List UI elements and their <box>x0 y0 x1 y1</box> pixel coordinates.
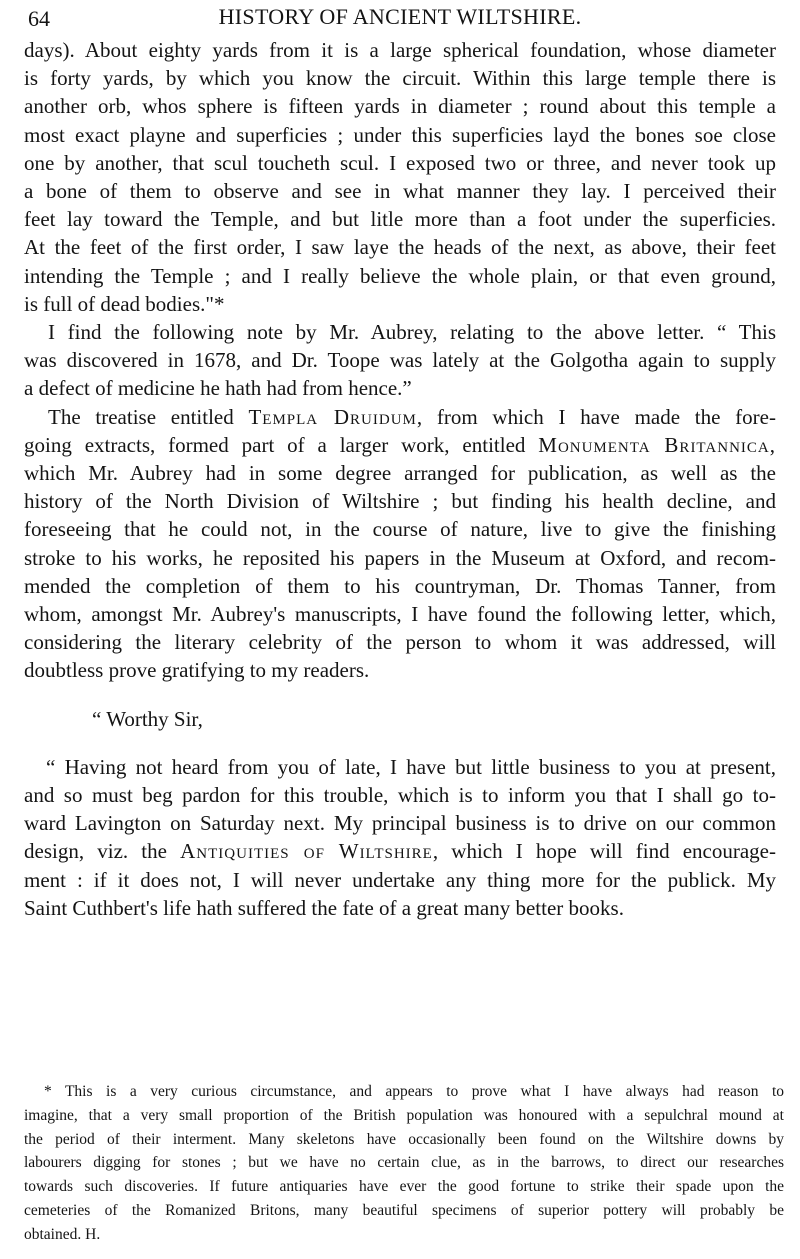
text-segment: and so must beg pardon for this trouble, which is to inform you that I shall go to- <box>24 783 776 807</box>
text-segment: ward Lavington on Saturday next. My principal business is to drive on our common <box>24 811 776 836</box>
text-segment: going extracts, formed part of a larger work, entitled <box>24 432 539 457</box>
text-line <box>24 433 776 459</box>
text-line <box>24 602 776 628</box>
running-header <box>0 0 800 40</box>
footnote-line: labourers digging for stones ; but we have no certain clue, as in the barrows, to direct our researches <box>24 1154 784 1172</box>
text-segment: “ Having not heard from you of late, I have but little business to you at present, <box>46 754 776 779</box>
footnote-line: * This is a very curious circumstance, and appears to prove what I have always had reason to <box>44 1083 784 1100</box>
text-segment: one by another, that scul toucheth scul. I exposed two or three, and never took up <box>24 150 776 175</box>
text-segment: another orb, whos sphere is fifteen yards in diameter ; round about this temple a <box>24 94 776 119</box>
text-line <box>24 658 776 684</box>
text-line <box>24 546 776 572</box>
text-segment: which Mr. Aubrey had in some degree arranged for publication, as well as the <box>24 461 776 485</box>
text-line <box>24 179 776 205</box>
text-line <box>92 707 776 733</box>
footnote-line: cemeteries of the Romanized Britons, many beautiful specimens of superior pottery will probably be <box>24 1202 784 1219</box>
text-segment: foreseeing that he could not, in the course of nature, live to give the finishing <box>24 517 776 542</box>
text-line <box>24 574 776 600</box>
text-line <box>46 755 776 781</box>
text-segment: The treatise entitled <box>48 404 249 429</box>
running-title: HISTORY OF ANCIENT WILTSHIRE. <box>218 4 582 29</box>
text-line <box>24 517 776 543</box>
text-line <box>24 376 776 402</box>
page-number: 64 <box>28 6 50 31</box>
text-line <box>24 123 776 149</box>
text-line <box>24 264 776 290</box>
text-line <box>24 839 776 865</box>
text-segment: intending the Temple ; and I really believe the whole plain, or that even ground, <box>24 263 776 288</box>
text-segment: considering the literary celebrity of the person to whom it was addressed, will <box>24 630 776 655</box>
text-segment: mended the completion of them to his countryman, Dr. Thomas Tanner, from <box>24 573 776 598</box>
text-line <box>24 630 776 656</box>
text-line <box>24 896 776 922</box>
text-line <box>24 461 776 487</box>
text-line <box>24 235 776 261</box>
text-segment: is forty yards, by which you know the circuit. Within this large temple there is <box>24 66 776 91</box>
text-segment: feet lay toward the Temple, and but litle more than a foot under the superficies. <box>24 207 776 232</box>
text-line <box>24 151 776 177</box>
text-segment: a defect of medicine he hath had from hence.” <box>24 376 412 401</box>
text-line <box>24 811 776 837</box>
small-caps-title: Monumenta Britannica, <box>538 432 776 457</box>
text-segment: , which I hope will find encourage- <box>432 839 776 864</box>
text-line <box>48 405 776 431</box>
text-segment: history of the North Division of Wiltshire ; but finding his health decline, and <box>24 489 776 514</box>
text-segment: stroke to his works, he reposited his papers in the Museum at Oxford, and recom- <box>24 545 776 570</box>
text-segment: “ Worthy Sir, <box>92 706 203 731</box>
small-caps-title: Antiquities of Wiltshire <box>180 839 433 864</box>
text-segment: whom, amongst Mr. Aubrey's manuscripts, I have found the following letter, which, <box>24 602 776 626</box>
footnote-line: towards such discoveries. If future antiquaries have ever the good fortune to strike their spade upon the <box>24 1178 784 1196</box>
text-line <box>24 38 776 64</box>
text-line <box>24 348 776 374</box>
text-segment: a bone of them to observe and see in what manner they lay. I perceived their <box>24 179 776 203</box>
text-segment: At the feet of the first order, I saw laye the heads of the next, as above, their feet <box>24 235 776 260</box>
text-line <box>24 489 776 515</box>
small-caps-title: Templa Druidum <box>248 404 417 429</box>
text-segment: most exact playne and superficies ; under this superficies layd the bones soe close <box>24 122 776 147</box>
text-segment: Saint Cuthbert's life hath suffered the fate of a great many better books. <box>24 895 624 920</box>
text-segment: design, viz. the <box>24 839 181 864</box>
text-line <box>24 66 776 92</box>
text-line <box>48 320 776 346</box>
text-segment: doubtless prove gratifying to my readers. <box>24 658 370 683</box>
text-line <box>24 868 776 894</box>
text-segment: days). About eighty yards from it is a large spherical foundation, whose diameter <box>24 38 776 62</box>
text-segment: ment : if it does not, I will never undertake any thing more for the publick. My <box>24 867 776 892</box>
text-line <box>24 94 776 120</box>
text-segment: is full of dead bodies."* <box>24 291 225 316</box>
text-segment: was discovered in 1678, and Dr. Toope was lately at the Golgotha again to supply <box>24 348 776 373</box>
footnote-line: imagine, that a very small proportion of the British population was honoured with a sepulchral mound at <box>24 1106 784 1124</box>
footnote-line: obtained. H. <box>24 1225 101 1243</box>
footnote-line: the period of their interment. Many skeletons have occasionally been found on the Wiltshire downs by <box>24 1130 784 1148</box>
text-line <box>24 783 776 809</box>
text-line <box>24 207 776 233</box>
text-line <box>24 292 776 318</box>
text-segment: , from which I have made the fore- <box>416 404 776 429</box>
text-segment: I find the following note by Mr. Aubrey, relating to the above letter. “ This <box>48 320 776 344</box>
